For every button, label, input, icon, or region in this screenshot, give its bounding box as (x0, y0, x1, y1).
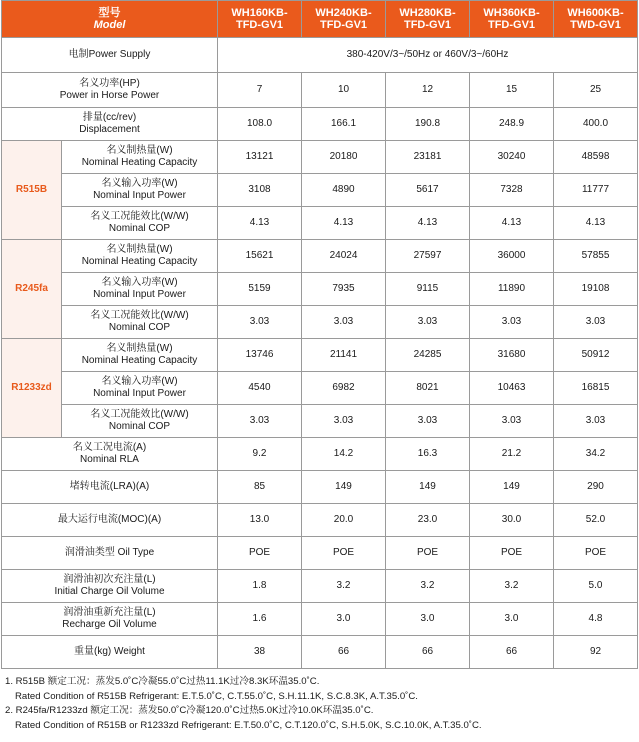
table-cell: 290 (554, 471, 638, 504)
model-line1: WH600KB- (567, 7, 624, 19)
label-cn: 名义输入功率(W) (101, 376, 178, 387)
specification-table (1, 0, 638, 669)
table-cell: 36000 (470, 240, 554, 273)
table-cell: 19108 (554, 273, 638, 306)
table-cell: 21.2 (470, 438, 554, 471)
table-cell: 31680 (470, 339, 554, 372)
r515b-cop-row (2, 207, 638, 240)
oil-recharge-row (2, 603, 638, 636)
table-cell: 92 (554, 636, 638, 669)
model-line1: WH280KB- (399, 7, 456, 19)
model-line2: TWD-GV1 (570, 19, 621, 31)
table-cell: 21141 (302, 339, 386, 372)
label-en: Nominal COP (108, 322, 171, 333)
table-cell: 4.13 (470, 207, 554, 240)
lra-row (2, 471, 638, 504)
r1233zd-heating-row (2, 339, 638, 372)
table-cell: 4890 (302, 174, 386, 207)
model-wh240 (302, 1, 386, 38)
model-line2: TFD-GV1 (403, 19, 452, 31)
row-label (62, 174, 218, 207)
table-cell: 4.13 (218, 207, 302, 240)
label-en: Displacement (79, 124, 140, 135)
table-cell: 190.8 (386, 108, 470, 141)
label-en: Nominal Input Power (93, 190, 186, 201)
model-wh360 (470, 1, 554, 38)
table-cell: 10 (302, 73, 386, 108)
table-cell: 3.03 (386, 405, 470, 438)
r515b-input-row (2, 174, 638, 207)
table-cell: 66 (302, 636, 386, 669)
table-cell: 3.03 (218, 405, 302, 438)
table-cell: 11777 (554, 174, 638, 207)
weight-row (2, 636, 638, 669)
row-label (62, 141, 218, 174)
table-cell: 24285 (386, 339, 470, 372)
label-cn: 名义制热量(W) (106, 244, 173, 255)
label-en: Nominal COP (108, 223, 171, 234)
oil-type-label: 润滑油类型 Oil Type (2, 537, 218, 570)
power-supply-value: 380-420V/3~/50Hz or 460V/3~/60Hz (218, 38, 638, 73)
table-cell: 3.03 (302, 306, 386, 339)
horsepower-label (2, 73, 218, 108)
power-supply-row (2, 38, 638, 73)
row-label (62, 372, 218, 405)
table-cell: POE (470, 537, 554, 570)
label-en: Nominal Input Power (93, 289, 186, 300)
oil-initial-label (2, 570, 218, 603)
table-cell: POE (386, 537, 470, 570)
model-header-en: Model (93, 19, 126, 31)
label-cn: 排量(cc/rev) (82, 112, 137, 123)
table-cell: POE (554, 537, 638, 570)
table-cell: 149 (386, 471, 470, 504)
footnote-2-en: Rated Condition of R515B or R1233zd Refrigerant: E.T.50.0˚C, C.T.120.0˚C, S.H.5.0K, S.C.10.0K, A.T.35.0˚C. (15, 719, 482, 731)
table-cell: 3.2 (470, 570, 554, 603)
label-en: Power in Horse Power (59, 90, 160, 101)
table-cell: 3.2 (302, 570, 386, 603)
model-line1: WH240KB- (315, 7, 372, 19)
table-cell: 66 (470, 636, 554, 669)
table-cell: 25 (554, 73, 638, 108)
model-wh160 (218, 1, 302, 38)
table-cell: 20.0 (302, 504, 386, 537)
model-line2: TFD-GV1 (487, 19, 536, 31)
table-cell: 3.0 (302, 603, 386, 636)
label-cn: 名义工况电流(A) (72, 442, 147, 453)
model-line2: TFD-GV1 (235, 19, 284, 31)
model-wh280 (386, 1, 470, 38)
power-supply-label: 电制Power Supply (2, 38, 218, 73)
table-cell: 7328 (470, 174, 554, 207)
table-cell: 3.0 (470, 603, 554, 636)
table-cell: 52.0 (554, 504, 638, 537)
table-cell: 1.6 (218, 603, 302, 636)
table-cell: 24024 (302, 240, 386, 273)
oil-recharge-label (2, 603, 218, 636)
displacement-row (2, 108, 638, 141)
label-cn: 润滑油重新充注量(L) (63, 607, 156, 618)
label-cn: 名义工况能效比(W/W) (90, 310, 189, 321)
table-cell: 4.13 (554, 207, 638, 240)
label-cn: 名义制热量(W) (106, 145, 173, 156)
table-cell: 8021 (386, 372, 470, 405)
footnote-2: 2. R245fa/R1233zd 额定工况：蒸发50.0˚C冷凝120.0˚C过热5.0K过冷10.0K环温35.0˚C. (5, 705, 374, 716)
table-cell: 16815 (554, 372, 638, 405)
row-label (62, 339, 218, 372)
label-en: Nominal Input Power (93, 388, 186, 399)
oil-type-row (2, 537, 638, 570)
table-cell: 14.2 (302, 438, 386, 471)
label-cn: 名义输入功率(W) (101, 178, 178, 189)
rla-row (2, 438, 638, 471)
table-cell: 16.3 (386, 438, 470, 471)
label-cn: 润滑油初次充注量(L) (63, 574, 156, 585)
model-wh600 (554, 1, 638, 38)
table-cell: 3.03 (470, 306, 554, 339)
model-line1: WH160KB- (231, 7, 288, 19)
table-cell: 23.0 (386, 504, 470, 537)
table-cell: 50912 (554, 339, 638, 372)
spec-sheet (1, 0, 638, 733)
table-cell: 4.8 (554, 603, 638, 636)
table-cell: 15621 (218, 240, 302, 273)
model-header (2, 1, 218, 38)
table-cell: 27597 (386, 240, 470, 273)
refrigerant-label-r1233zd: R1233zd (2, 339, 62, 438)
r245fa-input-row (2, 273, 638, 306)
label-cn: 名义工况能效比(W/W) (90, 409, 189, 420)
r245fa-heating-row (2, 240, 638, 273)
label-en: Nominal Heating Capacity (81, 355, 198, 366)
table-cell: 5.0 (554, 570, 638, 603)
table-cell: 9115 (386, 273, 470, 306)
table-cell: 149 (470, 471, 554, 504)
table-cell: 34.2 (554, 438, 638, 471)
table-cell: 12 (386, 73, 470, 108)
rla-label (2, 438, 218, 471)
moc-row (2, 504, 638, 537)
label-cn: 名义功率(HP) (79, 78, 140, 89)
table-cell: 3.03 (554, 405, 638, 438)
table-cell: 5159 (218, 273, 302, 306)
table-cell: 10463 (470, 372, 554, 405)
label-cn: 名义工况能效比(W/W) (90, 211, 189, 222)
table-cell: 11890 (470, 273, 554, 306)
footnote-1: 1. R515B 额定工况：蒸发5.0˚C冷凝55.0˚C过热11.1K过冷8.3K环温35.0˚C. (5, 676, 320, 687)
table-cell: 23181 (386, 141, 470, 174)
label-en: Nominal Heating Capacity (81, 157, 198, 168)
table-cell: 149 (302, 471, 386, 504)
table-cell: 13.0 (218, 504, 302, 537)
r1233zd-input-row (2, 372, 638, 405)
table-cell: 3108 (218, 174, 302, 207)
table-cell: 3.03 (218, 306, 302, 339)
table-cell: 9.2 (218, 438, 302, 471)
row-label (62, 207, 218, 240)
lra-label: 堵转电流(LRA)(A) (2, 471, 218, 504)
table-cell: POE (302, 537, 386, 570)
table-cell: 5617 (386, 174, 470, 207)
table-cell: 3.2 (386, 570, 470, 603)
table-cell: 3.0 (386, 603, 470, 636)
label-en: Recharge Oil Volume (62, 619, 157, 630)
label-en: Nominal COP (108, 421, 171, 432)
table-cell: 6982 (302, 372, 386, 405)
model-header-cn: 型号 (98, 7, 121, 19)
table-cell: 4540 (218, 372, 302, 405)
footnote-1-en: Rated Condition of R515B Refrigerant: E.T.5.0˚C, C.T.55.0˚C, S.H.11.1K, S.C.8.3K, A.T.35.0˚C. (15, 690, 418, 702)
r245fa-cop-row (2, 306, 638, 339)
label-en: Initial Charge Oil Volume (54, 586, 165, 597)
table-cell: 4.13 (386, 207, 470, 240)
refrigerant-label-r515b: R515B (2, 141, 62, 240)
horsepower-row (2, 73, 638, 108)
row-label (62, 240, 218, 273)
model-line1: WH360KB- (483, 7, 540, 19)
r1233zd-cop-row (2, 405, 638, 438)
table-cell: 248.9 (470, 108, 554, 141)
table-cell: 15 (470, 73, 554, 108)
table-cell: 1.8 (218, 570, 302, 603)
refrigerant-label-r245fa: R245fa (2, 240, 62, 339)
table-cell: 66 (386, 636, 470, 669)
table-cell: 3.03 (554, 306, 638, 339)
model-line2: TFD-GV1 (319, 19, 368, 31)
table-cell: 13746 (218, 339, 302, 372)
table-cell: 85 (218, 471, 302, 504)
table-cell: 7935 (302, 273, 386, 306)
table-cell: 30.0 (470, 504, 554, 537)
table-cell: 3.03 (470, 405, 554, 438)
table-cell: 48598 (554, 141, 638, 174)
r515b-heating-row (2, 141, 638, 174)
table-cell: 4.13 (302, 207, 386, 240)
table-cell: 3.03 (302, 405, 386, 438)
displacement-label (2, 108, 218, 141)
table-cell: 13121 (218, 141, 302, 174)
row-label (62, 273, 218, 306)
table-cell: 57855 (554, 240, 638, 273)
label-en: Nominal RLA (80, 454, 139, 465)
moc-label: 最大运行电流(MOC)(A) (2, 504, 218, 537)
footnotes (1, 669, 638, 733)
row-label (62, 306, 218, 339)
table-cell: 38 (218, 636, 302, 669)
oil-initial-row (2, 570, 638, 603)
label-en: Nominal Heating Capacity (81, 256, 198, 267)
table-cell: 400.0 (554, 108, 638, 141)
table-cell: POE (218, 537, 302, 570)
weight-label: 重量(kg) Weight (2, 636, 218, 669)
header-row (2, 1, 638, 38)
row-label (62, 405, 218, 438)
label-cn: 名义制热量(W) (106, 343, 173, 354)
table-cell: 166.1 (302, 108, 386, 141)
label-cn: 名义输入功率(W) (101, 277, 178, 288)
table-cell: 3.03 (386, 306, 470, 339)
table-cell: 30240 (470, 141, 554, 174)
table-cell: 20180 (302, 141, 386, 174)
table-cell: 108.0 (218, 108, 302, 141)
table-cell: 7 (218, 73, 302, 108)
